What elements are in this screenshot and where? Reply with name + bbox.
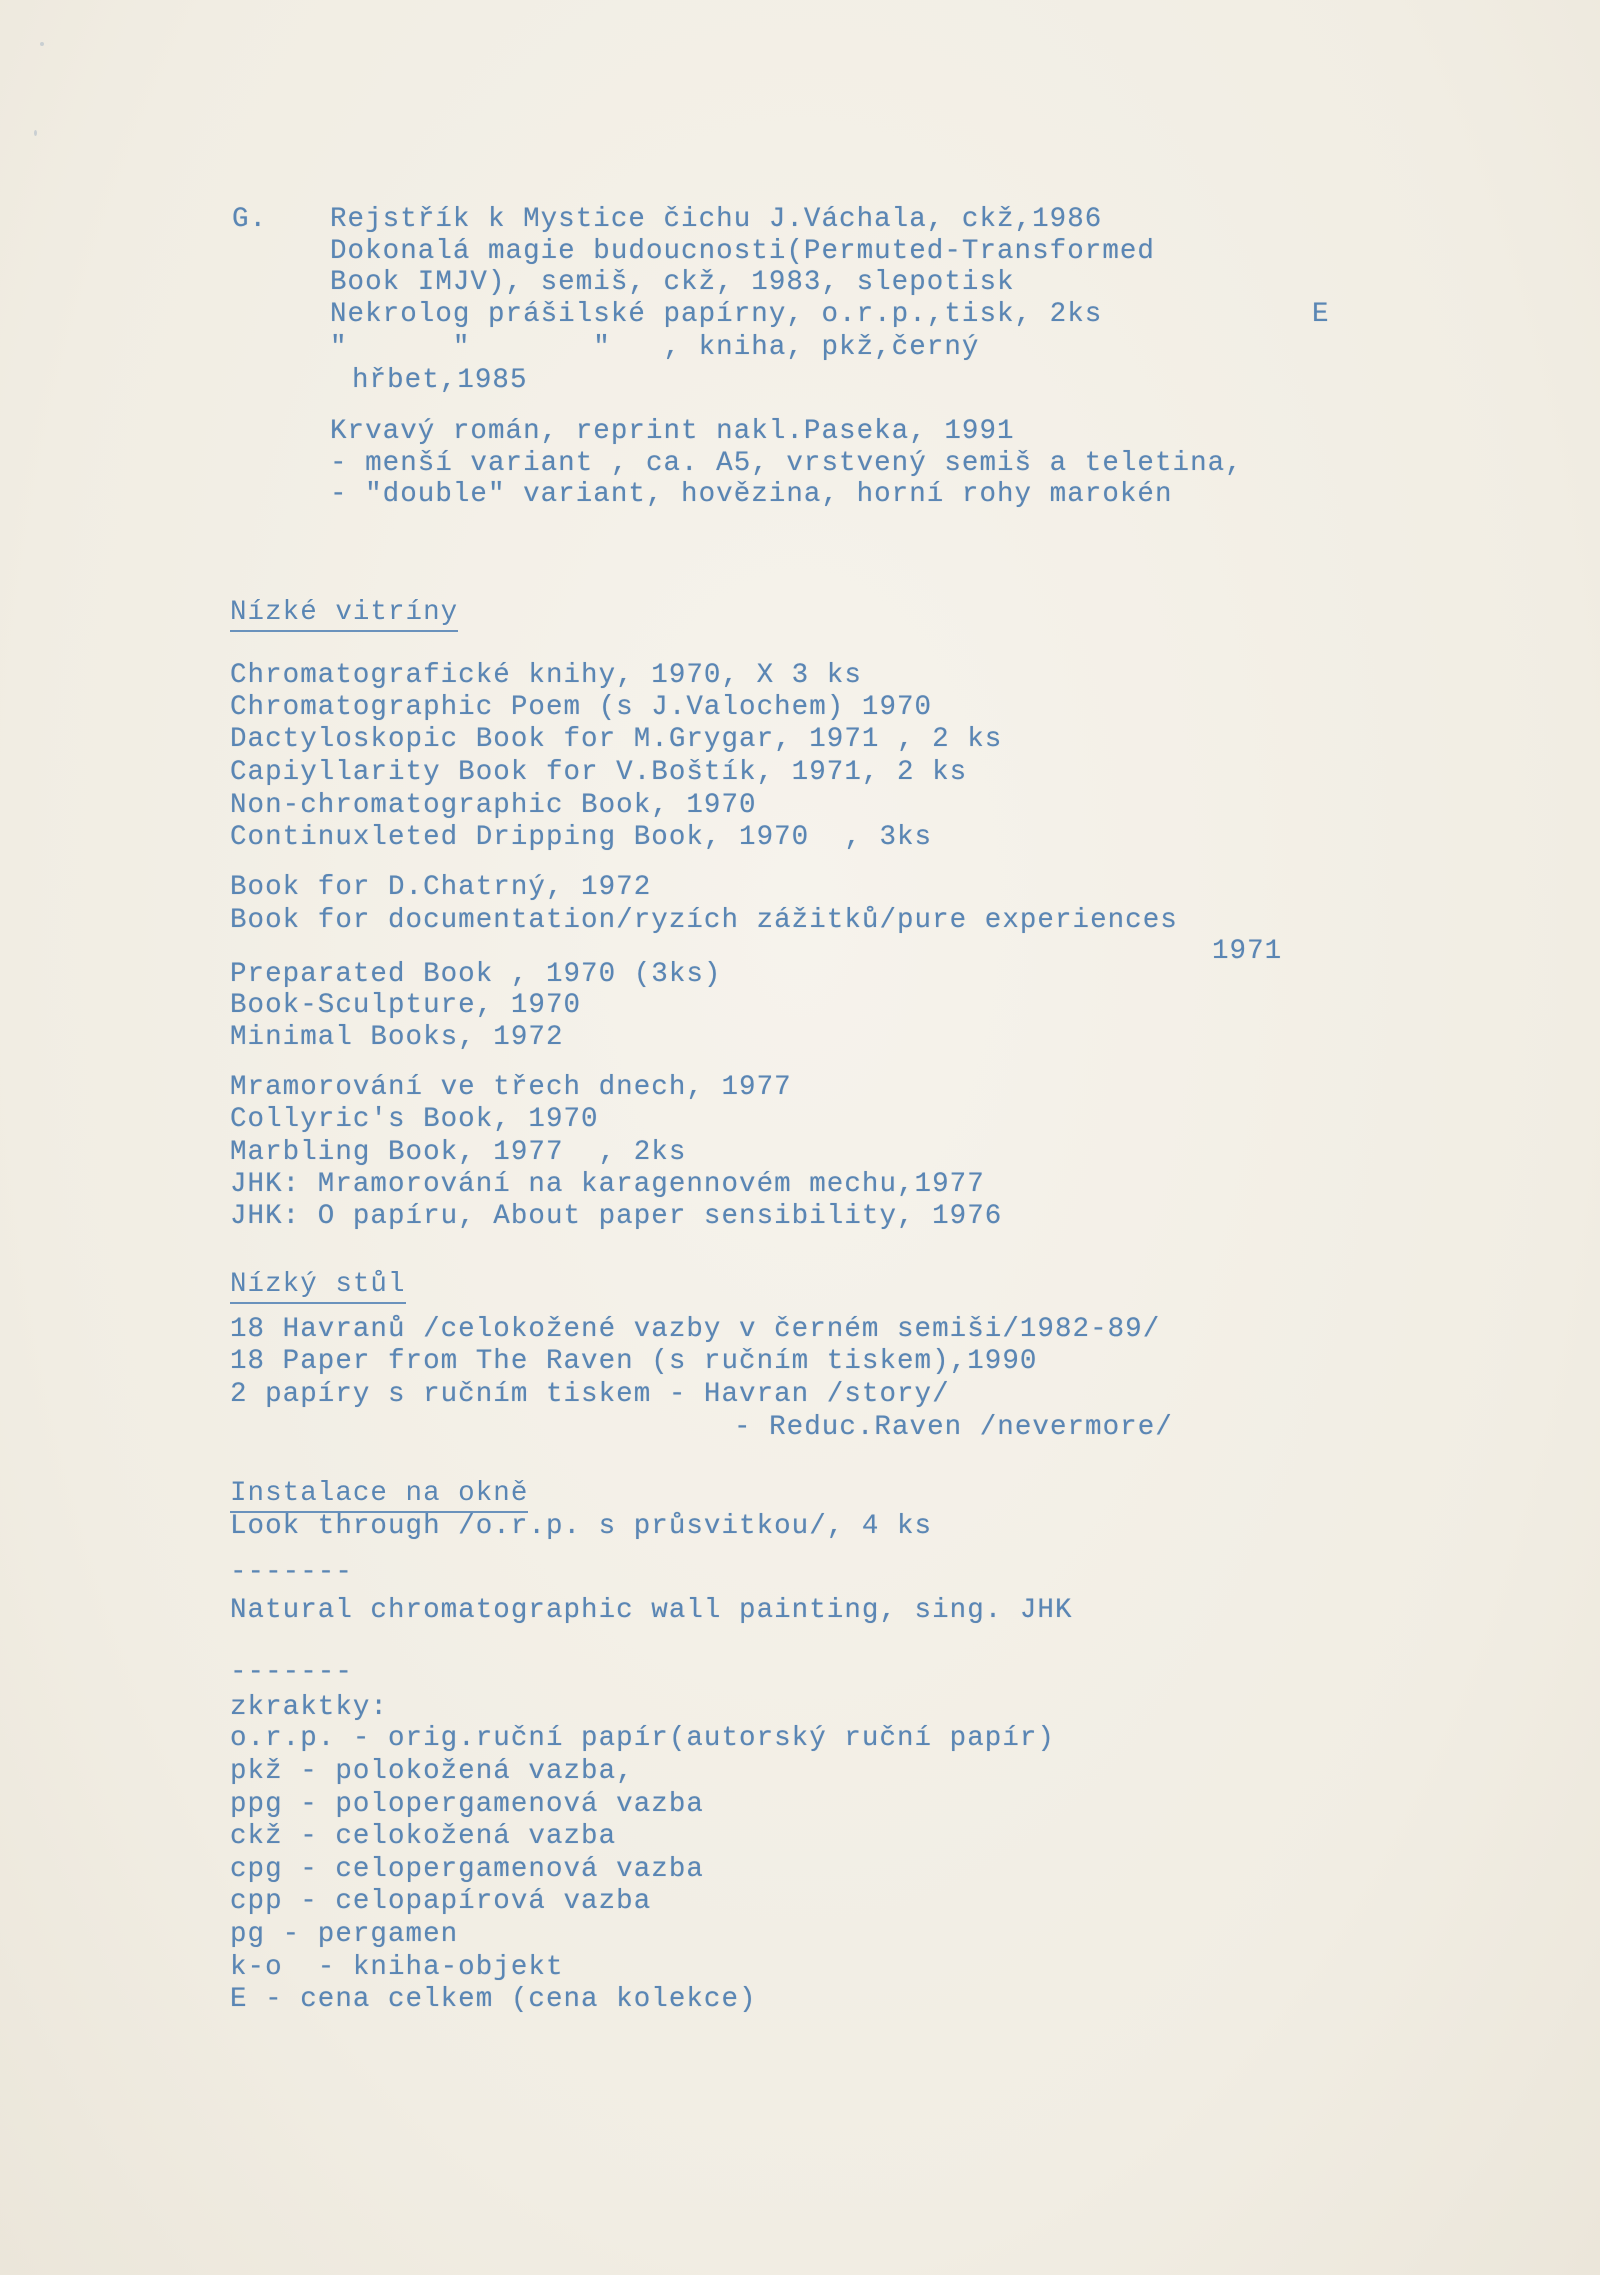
text-line: hřbet,1985 <box>352 365 528 396</box>
separator: ------- <box>230 1557 353 1588</box>
text-line: Krvavý román, reprint nakl.Paseka, 1991 <box>330 416 1015 447</box>
text-line: Collyric's Book, 1970 <box>230 1104 599 1135</box>
text-line: 2 papíry s ručním tiskem - Havran /story/ <box>230 1379 950 1410</box>
abbreviations-heading: zkraktky: <box>230 1692 388 1723</box>
text-line: cpp - celopapírová vazba <box>230 1886 652 1917</box>
text-line: Minimal Books, 1972 <box>230 1022 564 1053</box>
section-heading: Nízký stůl <box>230 1270 406 1304</box>
text-line: Chromatografické knihy, 1970, X 3 ks <box>230 660 862 691</box>
text-line: 18 Paper from The Raven (s ručním tiskem),1990 <box>230 1346 1038 1377</box>
text-line: cpg - celopergamenová vazba <box>230 1854 704 1885</box>
text-line: pkž - polokožená vazba, <box>230 1756 634 1787</box>
text-line: Book IMJV), semiš, ckž, 1983, slepotisk <box>330 267 1015 298</box>
text-line: ppg - polopergamenová vazba <box>230 1789 704 1820</box>
text-line: Book for documentation/ryzích zážitků/pure experiences <box>230 905 1178 936</box>
text-line: Book-Sculpture, 1970 <box>230 990 582 1021</box>
text-line: Chromatographic Poem (s J.Valochem) 1970 <box>230 692 933 723</box>
text-line: Preparated Book , 1970 (3ks) <box>230 959 722 990</box>
text-line: Book for D.Chatrný, 1972 <box>230 872 652 903</box>
section-heading: Nízké vitríny <box>230 598 458 632</box>
text-line: - "double" variant, hovězina, horní rohy marokén <box>330 479 1173 510</box>
text-line: Dactyloskopic Book for M.Grygar, 1971 , 2 ks <box>230 724 1003 755</box>
text-line: JHK: Mramorování na karagennovém mechu,1977 <box>230 1169 985 1200</box>
text-line: Non-chromatographic Book, 1970 <box>230 790 757 821</box>
text-line: 18 Havranů /celokožené vazby v černém semiši/1982-89/ <box>230 1314 1161 1345</box>
text-line: pg - pergamen <box>230 1919 459 1950</box>
text-line: k-o - kniha-objekt <box>230 1952 564 1983</box>
paper-speck <box>34 130 37 136</box>
section-marker: G. <box>232 204 268 235</box>
text-line: Nekrolog prášilské papírny, o.r.p.,tisk, 2ks <box>330 299 1103 330</box>
text-line: Rejstřík k Mystice čichu J.Váchala, ckž,1986 <box>330 204 1103 235</box>
text-line: 1971 <box>1212 936 1283 967</box>
paper-speck <box>40 42 44 46</box>
separator: ------- <box>230 1657 353 1688</box>
text-line: - menší variant , ca. A5, vrstvený semiš a teletina, <box>330 448 1243 479</box>
text-line: Look through /o.r.p. s průsvitkou/, 4 ks <box>230 1511 933 1542</box>
text-line: Dokonalá magie budoucnosti(Permuted-Transformed <box>330 236 1155 267</box>
text-line: Continuxleted Dripping Book, 1970 , 3ks <box>230 822 933 853</box>
text-line: o.r.p. - orig.ruční papír(autorský ruční papír) <box>230 1723 1055 1754</box>
text-line: ckž - celokožená vazba <box>230 1821 617 1852</box>
text-line: E - cena celkem (cena kolekce) <box>230 1984 757 2015</box>
text-line: - Reduc.Raven /nevermore/ <box>734 1412 1173 1443</box>
section-heading: Instalace na okně <box>230 1479 528 1513</box>
text-line: Mramorování ve třech dnech, 1977 <box>230 1072 792 1103</box>
text-line: Capiyllarity Book for V.Boštík, 1971, 2 ks <box>230 757 968 788</box>
text-line: Natural chromatographic wall painting, sing. JHK <box>230 1595 1073 1626</box>
text-line: JHK: O papíru, About paper sensibility, 1976 <box>230 1201 1003 1232</box>
text-line: Marbling Book, 1977 , 2ks <box>230 1137 687 1168</box>
text-line: " " " , kniha, pkž,černý <box>330 332 980 363</box>
side-mark: E <box>1312 299 1330 330</box>
